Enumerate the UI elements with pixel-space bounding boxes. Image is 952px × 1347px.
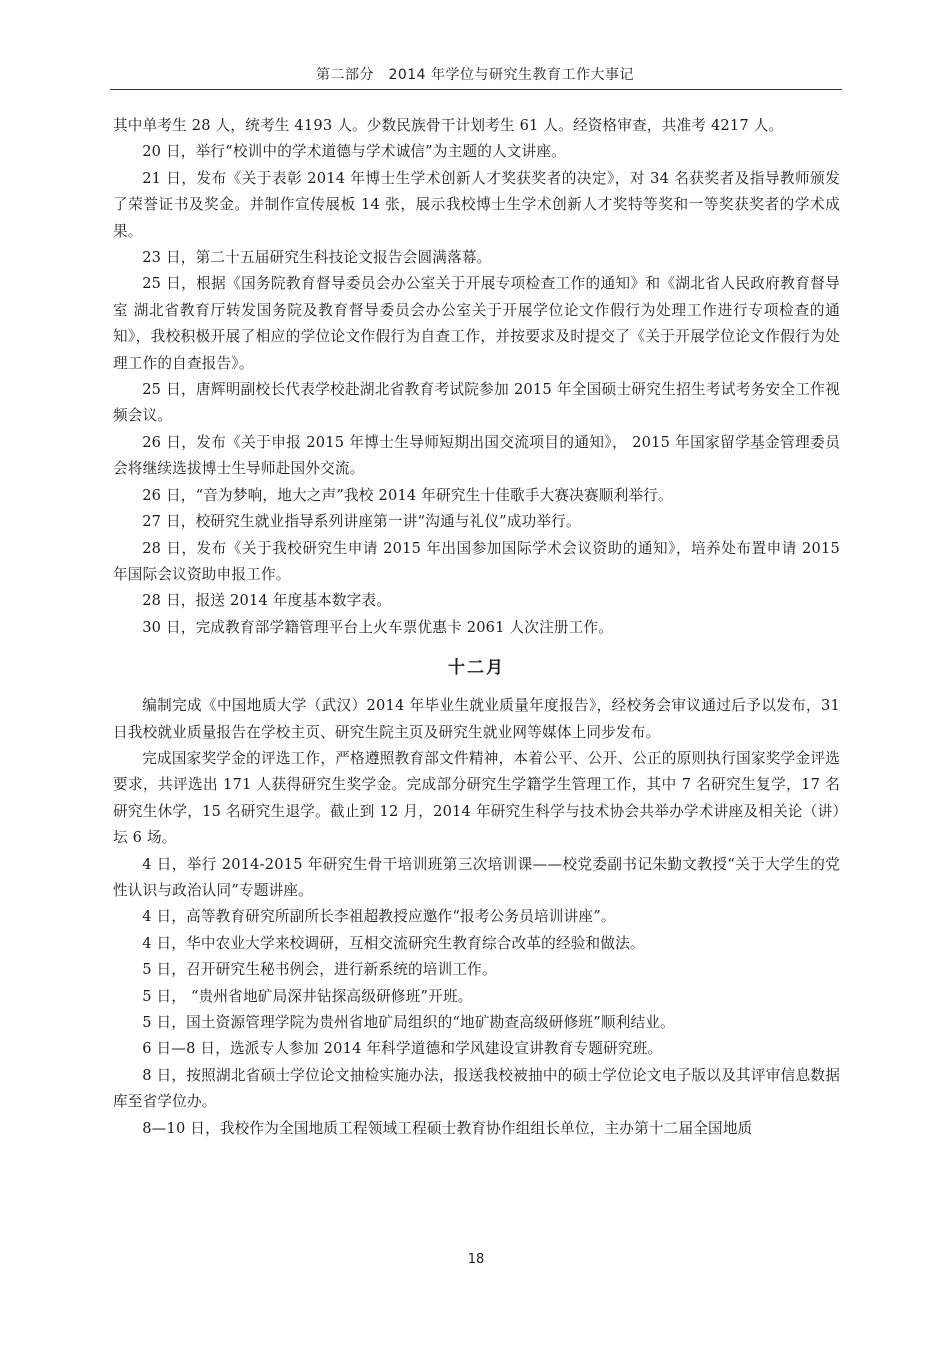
paragraph: 6 日—8 日，选派专人参加 2014 年科学道德和学风建设宣讲教育专题研究班。: [142, 1040, 663, 1058]
paragraph: 其中单考生 28 人，统考生 4193 人。少数民族骨干计划考生 61 人。经资格审查，共准考 4217 人。: [113, 117, 784, 134]
paragraph: 30 日，完成教育部学籍管理平台上火车票优惠卡 2061 人次注册工作。: [142, 618, 614, 636]
body-text: [113, 113, 840, 1142]
header-rule: [110, 89, 842, 90]
page-number: 18: [467, 1252, 485, 1267]
running-header: 第二部分 2014 年学位与研究生教育工作大事记: [315, 67, 635, 83]
paragraph: 4 日，高等教育研究所副所长李祖超教授应邀作“报考公务员培训讲座”。: [142, 908, 616, 926]
paragraph: 完成国家奖学金的评选工作，严格遵照教育部文件精神，本着公平、公开、公正的原则执行国家奖学金评选要求，共评选出 171 人获得研究生奖学金。完成部分研究生学籍学生管理工作，其中 7 名研究生复学，17 名研究生休学，15 名研究生退学。截止到 12 月，2014 年研究生科学与技术协会共举办学术讲座及相关论（讲）坛 6 场。: [113, 749, 840, 847]
paragraph: 28 日，报送 2014 年度基本数字表。: [142, 592, 392, 610]
paragraph: 8—10 日，我校作为全国地质工程领域工程硕士教育协作组组长单位，主办第十二届全国地质: [142, 1119, 753, 1137]
paragraph: 26 日，“音为梦响，地大之声”我校 2014 年研究生十佳歌手大赛决赛顺利举行。: [142, 486, 673, 504]
paragraph: 4 日，举行 2014-2015 年研究生骨干培训班第三次培训课——校党委副书记朱勤文教授“关于大学生的党性认识与政治认同”专题讲座。: [113, 855, 840, 899]
paragraph: 21 日，发布《关于表彰 2014 年博士生学术创新人才奖获奖者的决定》，对 34 名获奖者及指导教师颁发了荣誉证书及奖金。并制作宣传展板 14 张，展示我校博士生学术创新人才奖特等奖和一等奖获奖者的学术成果。: [113, 169, 840, 240]
paragraph: 25 日，根据《国务院教育督导委员会办公室关于开展专项检查工作的通知》和《湖北省人民政府教育督导室 湖北省教育厅转发国务院及教育督导委员会办公室关于开展学位论文作假行为处理工作进行专项检查的通知》，我校积极开展了相应的学位论文作假行为自查工作，并按要求及时提交了《关于开展学位论文作假行为处理工作的自查报告》。: [113, 275, 840, 372]
paragraph: 27 日，校研究生就业指导系列讲座第一讲“沟通与礼仪”成功举行。: [142, 513, 581, 531]
paragraph: 5 日，国土资源管理学院为贵州省地矿局组织的“地矿勘查高级研修班”顺利结业。: [142, 1014, 675, 1031]
section-heading: 十二月: [448, 658, 505, 679]
paragraph: 5 日， “贵州省地矿局深井钻探高级研修班”开班。: [142, 987, 473, 1005]
paragraph: 23 日，第二十五届研究生科技论文报告会圆满落幕。: [142, 249, 492, 267]
paragraph: 4 日，华中农业大学来校调研，互相交流研究生教育综合改革的经验和做法。: [142, 934, 645, 952]
paragraph: 8 日，按照湖北省硕士学位论文抽检实施办法，报送我校被抽中的硕士学位论文电子版以及其评审信息数据库至省学位办。: [113, 1066, 840, 1111]
paragraph: 编制完成《中国地质大学（武汉）2014 年毕业生就业质量年度报告》，经校务会审议通过后予以发布，31 日我校就业质量报告在学校主页、研究生院主页及研究生就业网等媒体上同步发布。: [113, 697, 840, 741]
paragraph: 26 日，发布《关于申报 2015 年博士生导师短期出国交流项目的通知》， 2015 年国家留学基金管理委员会将继续选拔博士生导师赴国外交流。: [113, 433, 840, 478]
paragraph: 28 日，发布《关于我校研究生申请 2015 年出国参加国际学术会议资助的通知》，培养处布置申请 2015 年国际会议资助申报工作。: [113, 539, 840, 583]
paragraph: 20 日，举行“校训中的学术道德与学术诚信”为主题的人文讲座。: [142, 143, 566, 161]
paragraph: 5 日，召开研究生秘书例会，进行新系统的培训工作。: [142, 961, 497, 979]
paragraph: 25 日，唐辉明副校长代表学校赴湖北省教育考试院参加 2015 年全国硕士研究生招生考试考务安全工作视频会议。: [113, 381, 840, 425]
